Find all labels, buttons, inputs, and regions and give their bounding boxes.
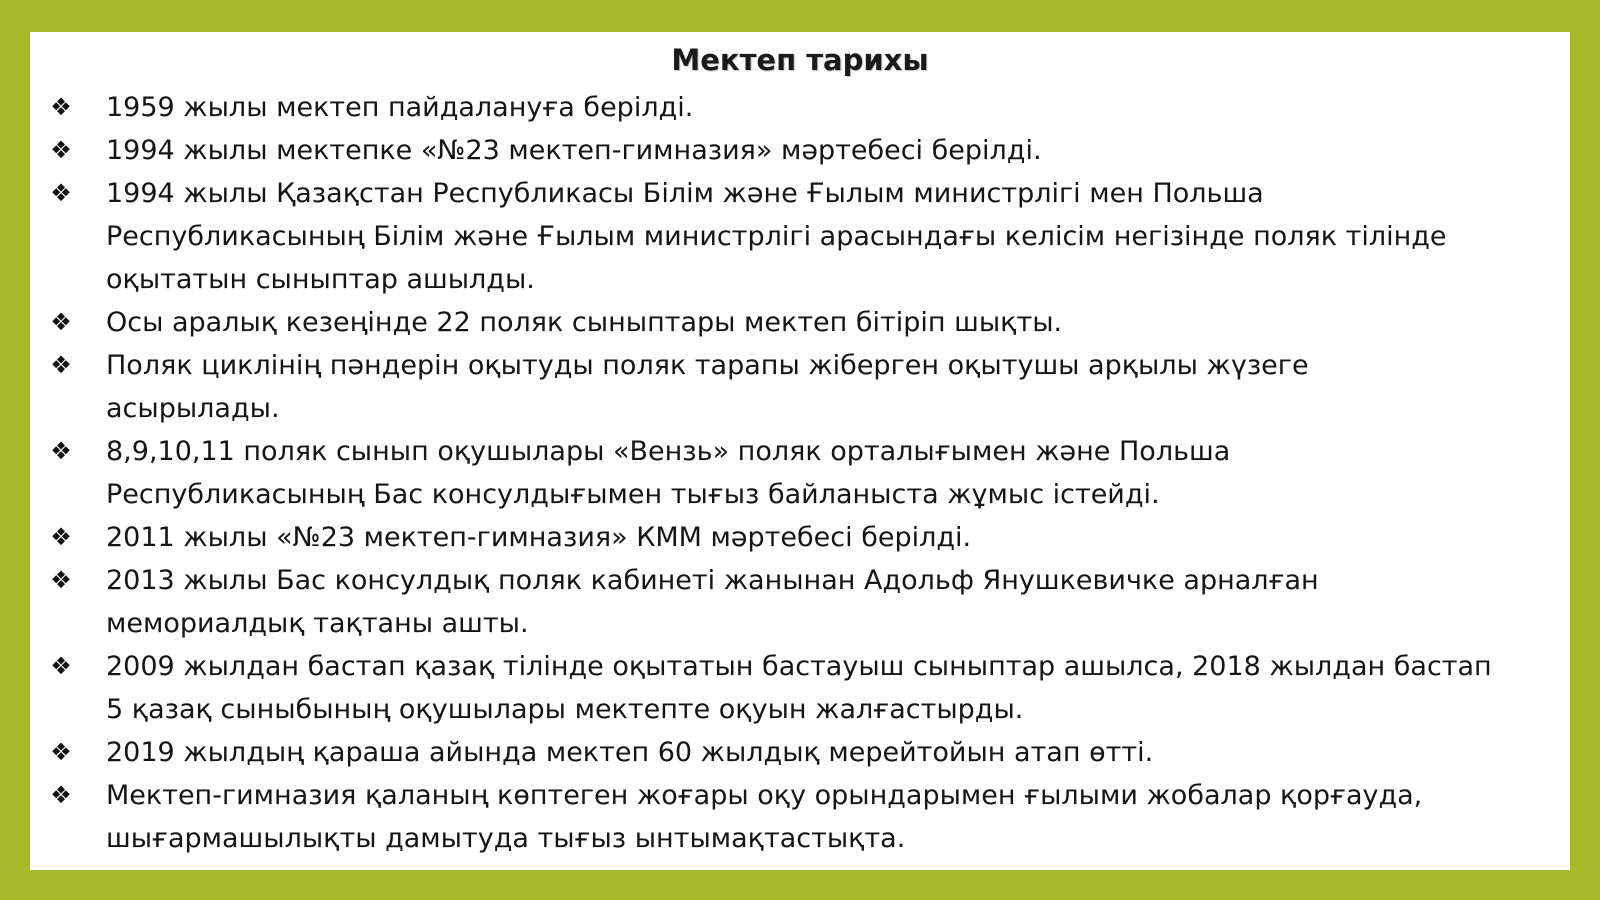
- list-item: [48, 430, 1568, 516]
- four-diamond-bullet-icon: ❖: [50, 437, 72, 465]
- four-diamond-bullet-icon: ❖: [50, 179, 72, 207]
- list-item-text-line: 2009 жылдан бастап қазақ тілінде оқытатын бастауыш сыныптар ашылса, 2018 жылдан бастап: [106, 651, 1492, 682]
- list-item: [48, 516, 1568, 559]
- list-item-text-line: оқытатын сыныптар ашылды.: [106, 264, 535, 295]
- list-item: [48, 774, 1568, 860]
- list-item-text-line: 5 қазақ сыныбының оқушылары мектепте оқуын жалғастырды.: [106, 694, 1024, 725]
- list-item-text-line: Мектеп-гимназия қаланың көптеген жоғары оқу орындарымен ғылыми жобалар қорғауда,: [106, 780, 1423, 811]
- history-list: [48, 86, 1568, 860]
- list-item-text-line: Республикасының Білім және Ғылым министрлігі арасындағы келісім негізінде поляк тілінде: [106, 221, 1447, 252]
- list-item: [48, 86, 1568, 129]
- list-item-text-line: мемориалдық тақтаны ашты.: [106, 608, 529, 639]
- list-item-text-line: асырылады.: [106, 393, 280, 424]
- slide-title: Мектеп тарихы: [671, 43, 929, 77]
- four-diamond-bullet-icon: ❖: [50, 136, 72, 164]
- four-diamond-bullet-icon: ❖: [50, 523, 72, 551]
- four-diamond-bullet-icon: ❖: [50, 652, 72, 680]
- list-item-text-line: 8,9,10,11 поляк сынып оқушылары «Вензь» поляк орталығымен және Польша: [106, 436, 1231, 467]
- list-item: [48, 559, 1568, 645]
- four-diamond-bullet-icon: ❖: [50, 351, 72, 379]
- list-item-text-line: 2013 жылы Бас консулдық поляк кабинеті жанынан Адольф Янушкевичке арналған: [106, 565, 1319, 596]
- four-diamond-bullet-icon: ❖: [50, 308, 72, 336]
- list-item-text-line: 2011 жылы «№23 мектеп-гимназия» КММ мәртебесі берілді.: [106, 522, 972, 553]
- list-item-text-line: шығармашылықты дамытуда тығыз ынтымақтастықта.: [106, 823, 906, 854]
- list-item-text-line: 1994 жылы Қазақстан Республикасы Білім және Ғылым министрлігі мен Польша: [106, 178, 1264, 209]
- slide: [30, 32, 1570, 870]
- list-item-text-line: 2019 жылдың қараша айында мектеп 60 жылдық мерейтойын атап өтті.: [106, 737, 1154, 768]
- four-diamond-bullet-icon: ❖: [50, 566, 72, 594]
- list-item-text-line: 1959 жылы мектеп пайдалануға берілді.: [106, 92, 694, 123]
- list-item-text-line: Республикасының Бас консулдығымен тығыз байланыста жұмыс істейді.: [106, 479, 1160, 510]
- four-diamond-bullet-icon: ❖: [50, 781, 72, 809]
- list-item-text-line: 1994 жылы мектепке «№23 мектеп-гимназия» мәртебесі берілді.: [106, 135, 1042, 166]
- list-item-text-line: Поляк циклінің пәндерін оқытуды поляк тарапы жіберген оқытушы арқылы жүзеге: [106, 350, 1309, 381]
- list-item: [48, 645, 1568, 731]
- list-item: [48, 129, 1568, 172]
- four-diamond-bullet-icon: ❖: [50, 738, 72, 766]
- list-item: [48, 172, 1568, 301]
- list-item: [48, 301, 1568, 344]
- list-item: [48, 344, 1568, 430]
- list-item-text-line: Осы аралық кезеңінде 22 поляк сыныптары мектеп бітіріп шықты.: [106, 307, 1063, 338]
- list-item: [48, 731, 1568, 774]
- four-diamond-bullet-icon: ❖: [50, 93, 72, 121]
